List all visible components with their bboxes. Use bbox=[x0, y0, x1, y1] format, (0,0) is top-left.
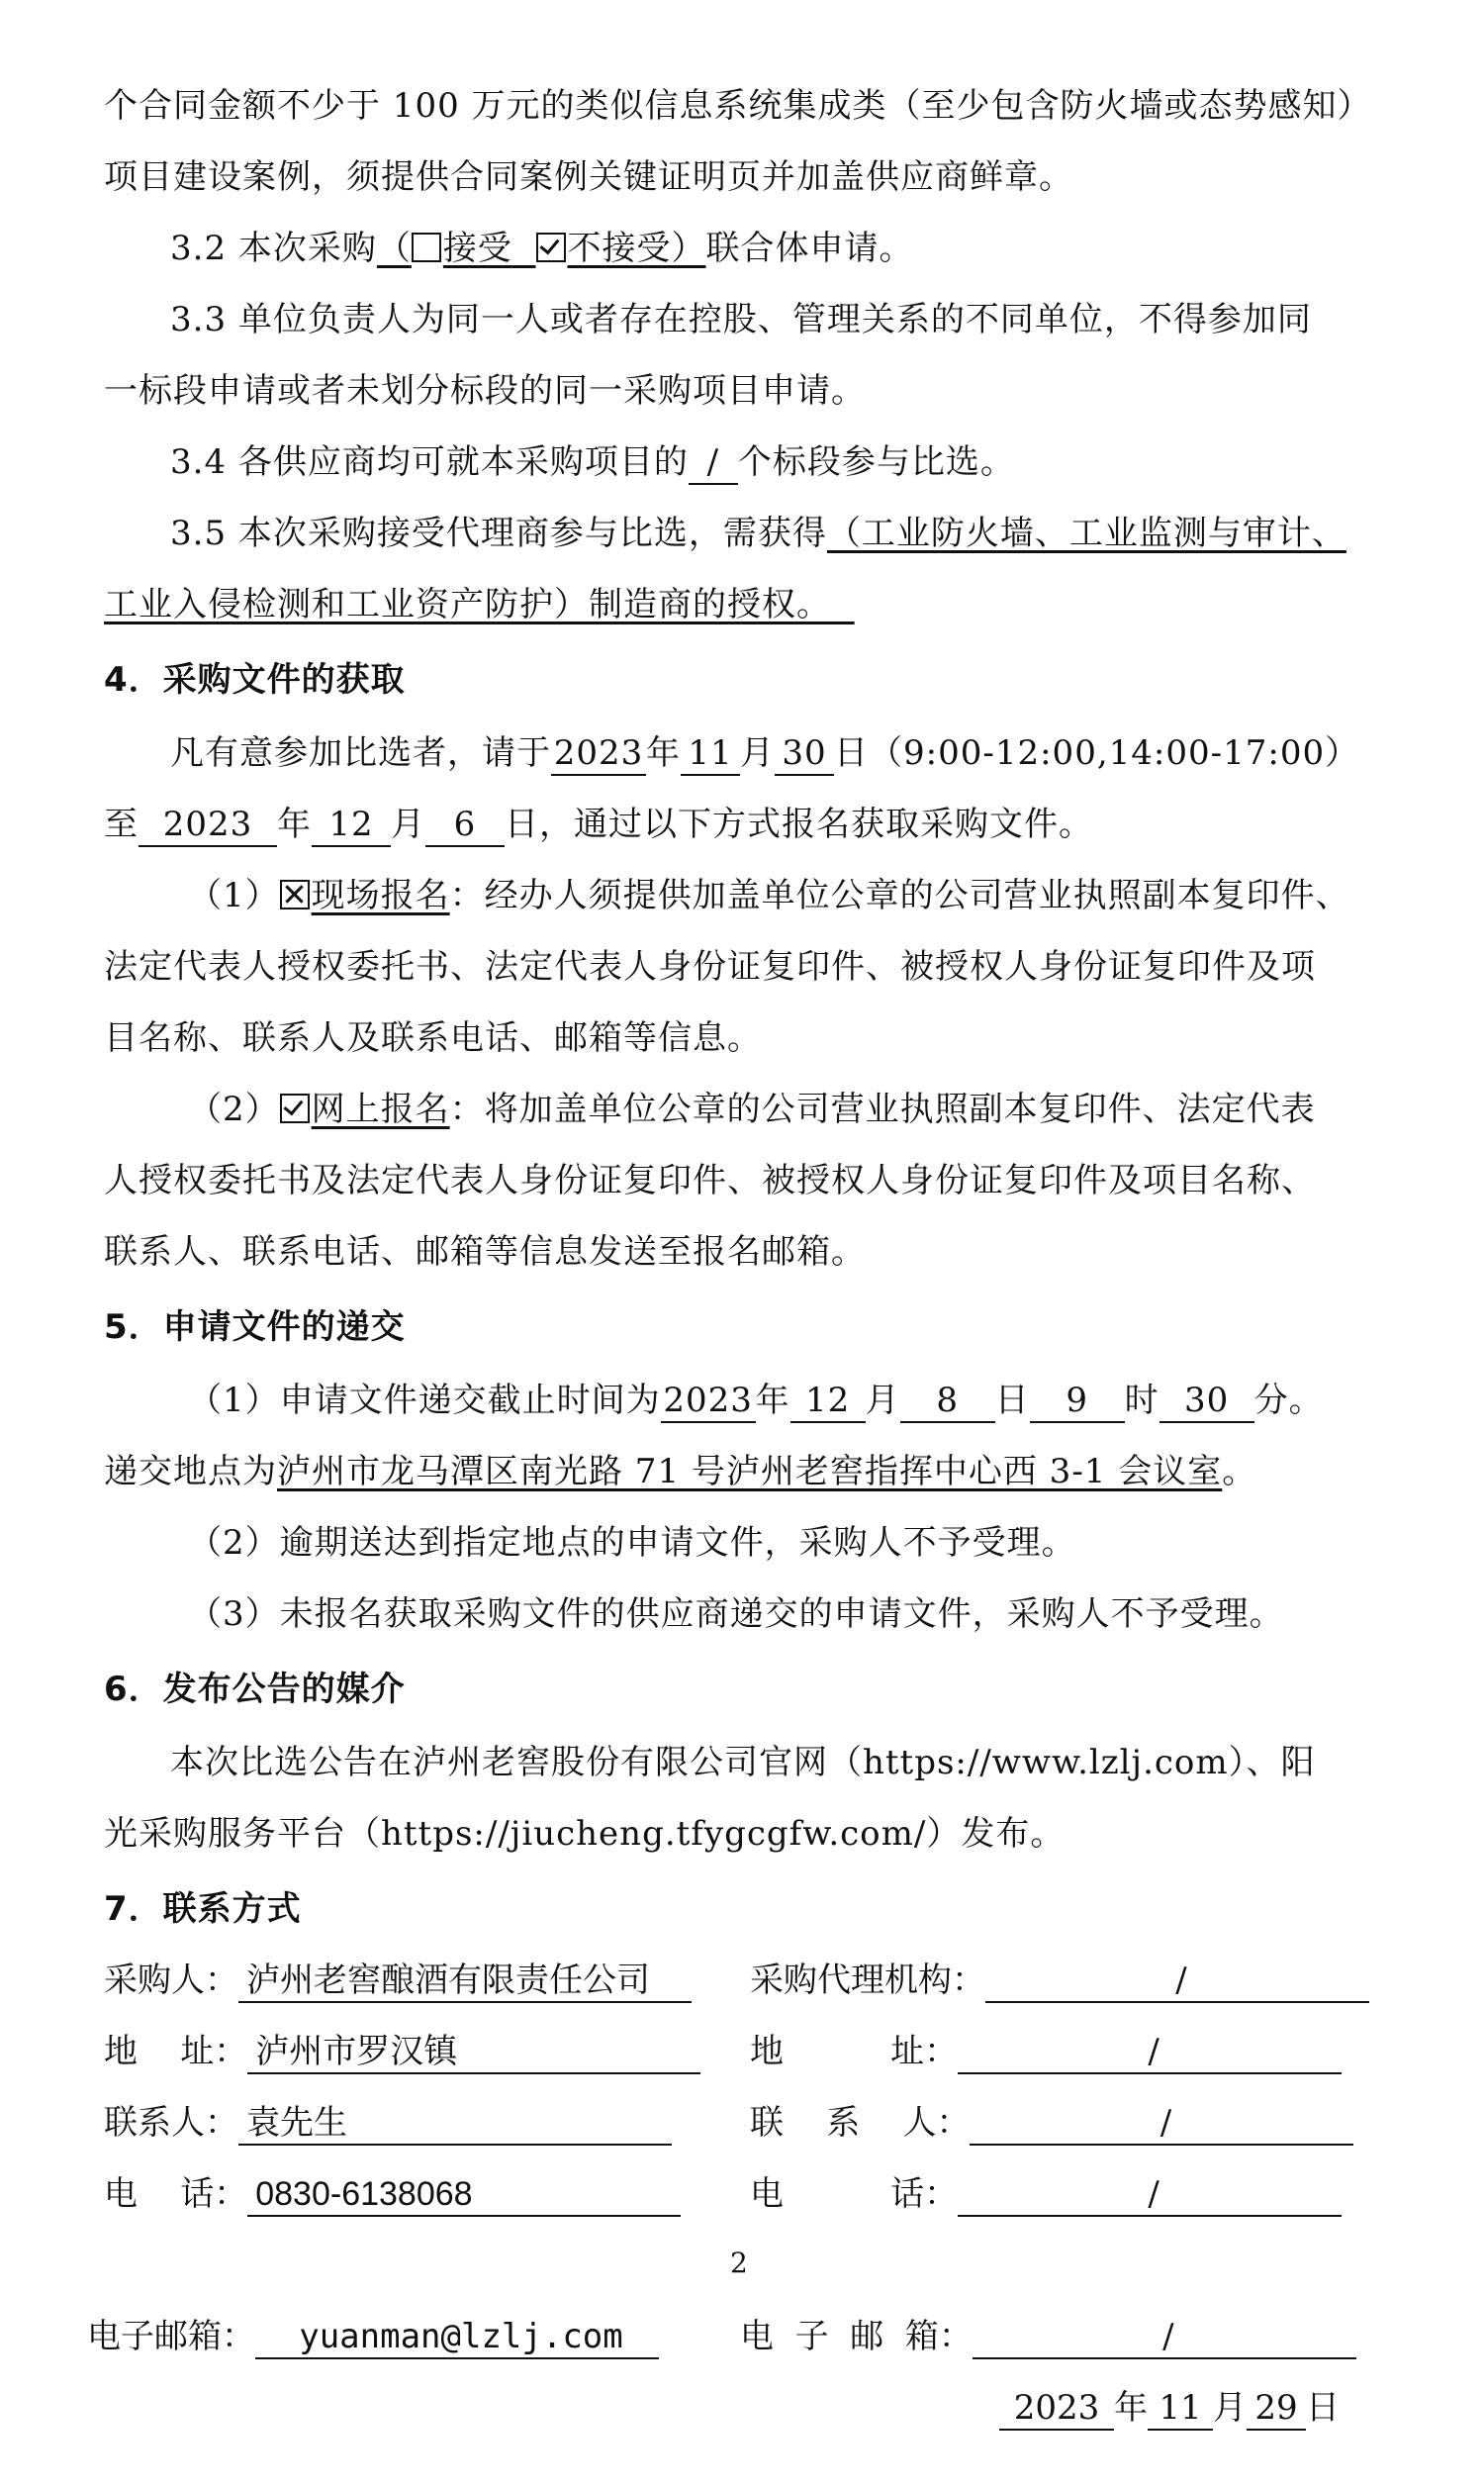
paragraph-line: 法定代表人授权委托书、法定代表人身份证复印件、被授权人身份证复印件及项 bbox=[104, 947, 1316, 987]
section-4-text: 至 2023 年 12 月 6 日，通过以下方式报名获取采购文件。 bbox=[104, 800, 1093, 849]
page-number: 2 bbox=[730, 2247, 748, 2279]
paragraph-line: 联系人、联系电话、邮箱等信息发送至报名邮箱。 bbox=[104, 1232, 866, 1272]
submission-place-line: 递交地点为泸州市龙马潭区南光路 71 号泸州老窖指挥中心西 3-1 会议室。 bbox=[104, 1452, 1257, 1491]
agency-phone-row: 电 话： / bbox=[750, 2169, 1342, 2219]
contact-person-row: 联系人： 袁先生 bbox=[104, 2098, 672, 2148]
paragraph-line: 项目建设案例，须提供合同案例关键证明页并加盖供应商鲜章。 bbox=[104, 157, 1073, 197]
agency-address-row: 地 址： / bbox=[750, 2027, 1342, 2076]
agency-contact-row: 联 系 人： / bbox=[750, 2098, 1353, 2148]
purchaser-row: 采购人： 泸州老窖酿酒有限责任公司 bbox=[104, 1956, 692, 2005]
section-3-3: 3.3 单位负责人为同一人或者存在控股、管理关系的不同单位，不得参加同 bbox=[170, 300, 1312, 339]
section-3-2: 3.2 本次采购（ 接受 不接受）联合体申请。 bbox=[170, 229, 914, 268]
paragraph-line: （3）未报名获取采购文件的供应商递交的申请文件，采购人不予受理。 bbox=[188, 1594, 1284, 1634]
agency-email-row: 电 子 邮 箱： / bbox=[740, 2312, 1356, 2361]
phone-row: 电 话： 0830-6138068 bbox=[104, 2169, 681, 2219]
paragraph-line: 工业入侵检测和工业资产防护）制造商的授权。 bbox=[104, 585, 831, 624]
onsite-registration: （1） 现场报名：经办人须提供加盖单位公章的公司营业执照副本复印件、 bbox=[188, 876, 1350, 915]
paragraph-line: 本次比选公告在泸州老窖股份有限公司官网（https://www.lzlj.com）、阳 bbox=[170, 1743, 1316, 1782]
heading-5: 5．申请文件的递交 bbox=[104, 1307, 406, 1347]
issue-date: 2023 年 11 月 29 日 bbox=[999, 2383, 1340, 2433]
address-row: 地 址： 泸州市罗汉镇 bbox=[104, 2027, 700, 2076]
heading-4: 4．采购文件的获取 bbox=[104, 660, 406, 700]
unchecked-box-icon bbox=[412, 233, 441, 262]
paragraph-line: 光采购服务平台（https://jiucheng.tfygcgfw.com/）发布。 bbox=[104, 1814, 1066, 1854]
paragraph-line: （2）逾期送达到指定地点的申请文件，采购人不予受理。 bbox=[188, 1523, 1076, 1563]
paragraph-line: 一标段申请或者未划分标段的同一采购项目申请。 bbox=[104, 371, 866, 411]
lot-count-value: / bbox=[689, 441, 738, 485]
heading-7: 7．联系方式 bbox=[104, 1889, 302, 1929]
section-4-text: 凡有意参加比选者，请于2023年 11 月 30 日（9:00-12:00,14:00-17:00） bbox=[170, 728, 1359, 778]
email-row: 电子邮箱： yuanman@lzlj.com bbox=[87, 2312, 659, 2361]
agency-row: 采购代理机构： / bbox=[750, 1956, 1369, 2005]
paragraph-line: 个合同金额不少于 100 万元的类似信息系统集成类（至少包含防火墙或态势感知） bbox=[104, 86, 1372, 126]
crossed-box-icon bbox=[280, 880, 310, 909]
paragraph-line: 目名称、联系人及联系电话、邮箱等信息。 bbox=[104, 1018, 762, 1058]
heading-6: 6．发布公告的媒介 bbox=[104, 1670, 406, 1709]
paragraph-line: 人授权委托书及法定代表人身份证复印件、被授权人身份证复印件及项目名称、 bbox=[104, 1161, 1316, 1200]
section-3-4: 3.4 各供应商均可就本采购项目的 / 个标段参与比选。 bbox=[170, 437, 1015, 487]
deadline-line: （1）申请文件递交截止时间为2023年 12 月 8 日 9 时 30 分。 bbox=[188, 1376, 1324, 1425]
checked-box-icon bbox=[536, 233, 566, 262]
online-registration: （2） 网上报名：将加盖单位公章的公司营业执照副本复印件、法定代表 bbox=[188, 1090, 1316, 1129]
checked-box-icon bbox=[280, 1094, 310, 1123]
joint-option-group: （ 接受 不接受） bbox=[376, 229, 706, 268]
section-3-5: 3.5 本次采购接受代理商参与比选，需获得（工业防火墙、工业监测与审计、 bbox=[170, 514, 1346, 553]
